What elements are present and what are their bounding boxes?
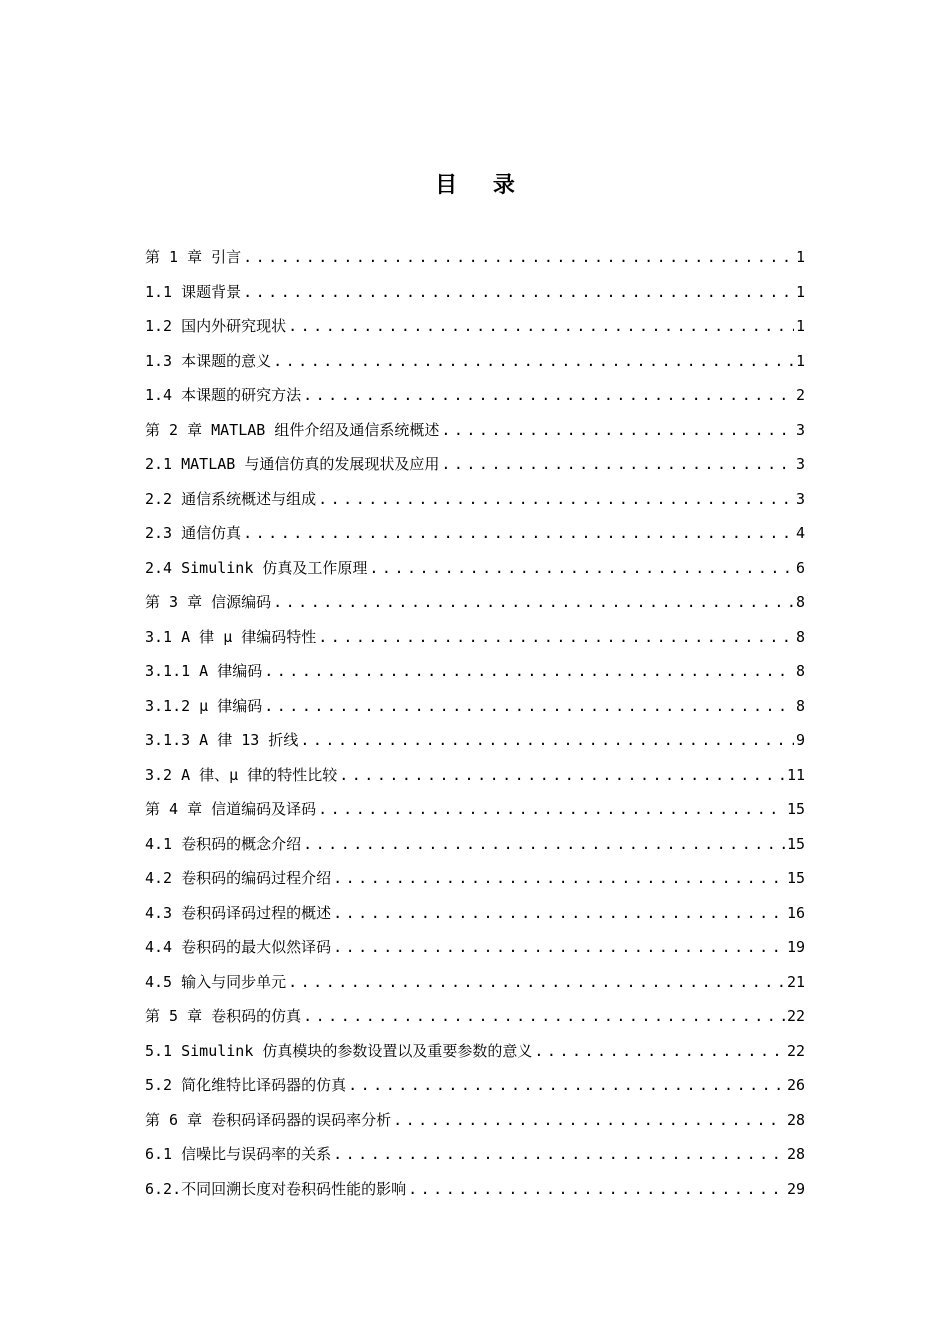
- toc-entry-page-number: 1: [795, 248, 805, 266]
- toc-entry-page-number: 26: [786, 1076, 805, 1094]
- toc-entry[interactable]: [145, 827, 805, 862]
- toc-entry-label: 第 3 章 信源编码: [145, 593, 272, 611]
- toc-entry-label: 第 4 章 信道编码及译码: [145, 800, 317, 818]
- toc-entry-page-number: 22: [786, 1041, 805, 1060]
- toc-entry[interactable]: [145, 1137, 805, 1172]
- toc-dot-leader: [333, 930, 785, 965]
- toc-entry-label: 1.2 国内外研究现状: [145, 317, 287, 335]
- toc-dot-leader: [303, 999, 785, 1034]
- toc-entry-label: 5.1 Simulink 仿真模块的参数设置以及重要参数的意义: [145, 1041, 533, 1060]
- toc-entry[interactable]: [145, 792, 805, 827]
- toc-entry-page-number: 6: [795, 558, 805, 577]
- toc-dot-leader: [273, 344, 794, 379]
- toc-dot-leader: [534, 1034, 785, 1069]
- toc-dot-leader: [300, 723, 794, 758]
- toc-entry[interactable]: [145, 723, 805, 758]
- toc-dot-leader: [333, 896, 785, 931]
- toc-entry-page-number: 1: [795, 282, 805, 301]
- toc-entry-label: 第 1 章 引言: [145, 248, 242, 266]
- toc-entry-label: 3.2 A 律、μ 律的特性比较: [145, 765, 338, 784]
- toc-entry-page-number: 21: [786, 972, 805, 991]
- toc-entry[interactable]: [145, 1103, 805, 1138]
- toc-entry-page-number: 3: [795, 455, 805, 473]
- toc-entry-page-number: 2: [795, 386, 805, 404]
- toc-dot-leader: [393, 1103, 785, 1138]
- toc-dot-leader: [441, 413, 794, 448]
- toc-dot-leader: [264, 689, 794, 724]
- toc-entry[interactable]: [145, 1172, 805, 1207]
- toc-entry-label: 3.1 A 律 μ 律编码特性: [145, 627, 317, 646]
- toc-dot-leader: [243, 240, 794, 275]
- toc-entry[interactable]: [145, 758, 805, 793]
- toc-entry-label: 3.1.2 μ 律编码: [145, 696, 263, 715]
- toc-entry[interactable]: [145, 1034, 805, 1069]
- toc-entry-label: 4.5 输入与同步单元: [145, 972, 287, 991]
- toc-entry-page-number: 9: [795, 731, 805, 749]
- toc-dot-leader: [408, 1172, 785, 1207]
- toc-entry[interactable]: [145, 861, 805, 896]
- toc-entry-page-number: 3: [795, 420, 805, 439]
- toc-entry[interactable]: [145, 240, 805, 275]
- toc-entry-page-number: 15: [786, 800, 805, 818]
- toc-dot-leader: [318, 482, 794, 517]
- toc-dot-leader: [288, 965, 785, 1000]
- toc-entry-label: 1.1 课题背景: [145, 282, 242, 301]
- toc-entry-label: 4.2 卷积码的编码过程介绍: [145, 869, 332, 887]
- toc-entry[interactable]: [145, 516, 805, 551]
- toc-entry[interactable]: [145, 378, 805, 413]
- toc-entry[interactable]: [145, 930, 805, 965]
- toc-dot-leader: [303, 827, 785, 862]
- toc-dot-leader: [339, 758, 785, 793]
- toc-entry-page-number: 28: [786, 1145, 805, 1163]
- toc-entry[interactable]: [145, 551, 805, 586]
- toc-entry[interactable]: [145, 585, 805, 620]
- toc-dot-leader: [303, 378, 794, 413]
- toc-entry[interactable]: [145, 447, 805, 482]
- toc-entry-label: 2.4 Simulink 仿真及工作原理: [145, 558, 368, 577]
- toc-entry[interactable]: [145, 620, 805, 655]
- toc-entry-label: 2.2 通信系统概述与组成: [145, 489, 317, 508]
- toc-dot-leader: [243, 275, 794, 310]
- toc-entry[interactable]: [145, 482, 805, 517]
- toc-entry-page-number: 8: [795, 696, 805, 715]
- toc-entry-page-number: 11: [786, 765, 805, 784]
- toc-entry-page-number: 1: [795, 351, 805, 370]
- toc-dot-leader: [333, 1137, 785, 1172]
- toc-entry[interactable]: [145, 344, 805, 379]
- toc-dot-leader: [264, 654, 794, 689]
- toc-entry-label: 4.3 卷积码译码过程的概述: [145, 903, 332, 922]
- toc-dot-leader: [288, 309, 794, 344]
- toc-entry-label: 3.1.1 A 律编码: [145, 662, 263, 680]
- toc-entry-page-number: 28: [786, 1110, 805, 1129]
- toc-entry[interactable]: [145, 1068, 805, 1103]
- toc-entry[interactable]: [145, 689, 805, 724]
- toc-entry-label: 3.1.3 A 律 13 折线: [145, 731, 299, 749]
- toc-entry-label: 4.4 卷积码的最大似然译码: [145, 938, 332, 956]
- toc-entry-label: 第 6 章 卷积码译码器的误码率分析: [145, 1110, 392, 1129]
- toc-entry-page-number: 15: [786, 869, 805, 887]
- toc-entry-label: 6.1 信噪比与误码率的关系: [145, 1145, 332, 1163]
- toc-entry-page-number: 4: [795, 524, 805, 542]
- page-title: 目 录: [435, 173, 529, 198]
- toc-entry-page-number: 16: [786, 903, 805, 922]
- toc-entry-page-number: 22: [786, 1007, 805, 1025]
- toc-dot-leader: [243, 516, 794, 551]
- toc-entry-page-number: 1: [795, 317, 805, 335]
- toc-entry[interactable]: [145, 275, 805, 310]
- toc-list: [145, 240, 805, 1206]
- toc-dot-leader: [333, 861, 785, 896]
- toc-dot-leader: [318, 620, 794, 655]
- toc-entry-page-number: 19: [786, 938, 805, 956]
- toc-entry-page-number: 29: [786, 1179, 805, 1198]
- toc-entry-label: 6.2.不同回溯长度对卷积码性能的影响: [145, 1179, 407, 1198]
- toc-entry-page-number: 3: [795, 489, 805, 508]
- toc-entry-label: 2.1 MATLAB 与通信仿真的发展现状及应用: [145, 455, 440, 473]
- toc-entry-label: 5.2 简化维特比译码器的仿真: [145, 1076, 347, 1094]
- toc-entry[interactable]: [145, 413, 805, 448]
- toc-dot-leader: [441, 447, 794, 482]
- toc-entry[interactable]: [145, 999, 805, 1034]
- toc-entry-label: 1.4 本课题的研究方法: [145, 386, 302, 404]
- toc-entry-label: 4.1 卷积码的概念介绍: [145, 834, 302, 853]
- toc-entry[interactable]: [145, 654, 805, 689]
- toc-entry[interactable]: [145, 309, 805, 344]
- toc-entry[interactable]: [145, 896, 805, 931]
- toc-dot-leader: [318, 792, 785, 827]
- toc-entry-page-number: 8: [795, 593, 805, 611]
- toc-entry-page-number: 8: [795, 627, 805, 646]
- toc-entry-label: 2.3 通信仿真: [145, 524, 242, 542]
- toc-entry-label: 第 5 章 卷积码的仿真: [145, 1007, 302, 1025]
- toc-dot-leader: [273, 585, 794, 620]
- toc-entry-page-number: 8: [795, 662, 805, 680]
- toc-dot-leader: [348, 1068, 785, 1103]
- toc-entry-label: 1.3 本课题的意义: [145, 351, 272, 370]
- toc-entry[interactable]: [145, 965, 805, 1000]
- toc-dot-leader: [369, 551, 794, 586]
- toc-entry-page-number: 15: [786, 834, 805, 853]
- toc-entry-label: 第 2 章 MATLAB 组件介绍及通信系统概述: [145, 420, 440, 439]
